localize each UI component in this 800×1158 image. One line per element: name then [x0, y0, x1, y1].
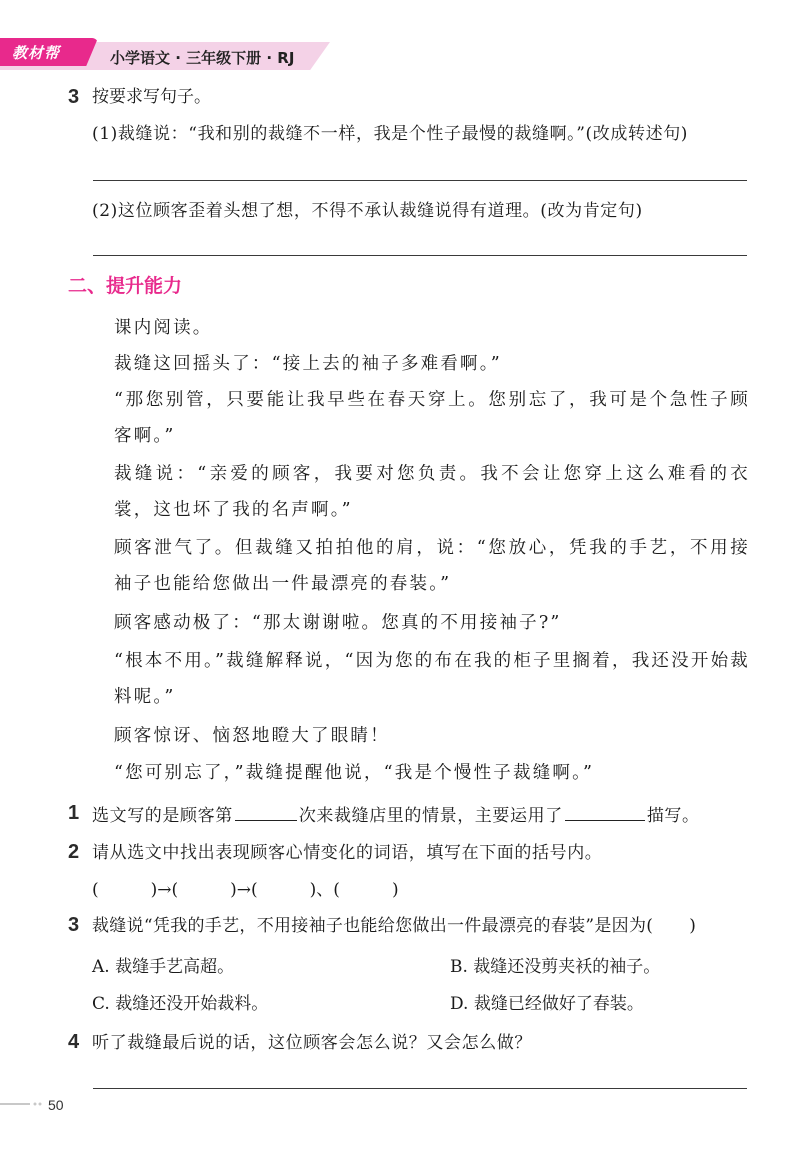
option-a[interactable]: A. 裁缝手艺高超。 [92, 957, 235, 977]
option-d[interactable]: D. 裁缝已经做好了春装。 [450, 994, 644, 1014]
question-number: 1 [68, 802, 80, 824]
section-title: 二、提升能力 [68, 275, 183, 297]
passage-paragraph: 顾客泄气了。但裁缝又拍拍他的肩，说：“您放心，凭我的手艺，不用接袖子也能给您做出一件最漂亮的春装。” [114, 538, 750, 594]
fill-blank[interactable] [565, 806, 645, 821]
option-c[interactable]: C. 裁缝还没开始裁料。 [92, 994, 269, 1014]
question-prompt: 按要求写句子。 [92, 87, 211, 107]
answer-line-3[interactable] [93, 1088, 747, 1089]
passage-paragraph: 顾客感动极了：“那太谢谢啦。您真的不用接袖子?” [114, 613, 562, 633]
reading-intro: 课内阅读。 [114, 318, 213, 338]
answer-line-1[interactable] [93, 180, 747, 181]
question-1: 选文写的是顾客第 次来裁缝店里的情景，主要运用了 描写。 [92, 806, 700, 826]
passage-paragraph: 顾客惊讶、恼怒地瞪大了眼睛！ [114, 726, 390, 746]
passage-paragraph: 裁缝说：“亲爱的顾客，我要对您负责。我不会让您穿上这么难看的衣裳，这也坏了我的名声啊。” [114, 464, 750, 520]
question-number: 3 [68, 914, 80, 936]
fill-blank[interactable] [235, 806, 297, 821]
sub-question-2: (2)这位顾客歪着头想了想，不得不承认裁缝说得有道理。(改为肯定句) [92, 201, 643, 221]
bracket-answers[interactable]: ( )→( )→( )、( ) [92, 880, 399, 900]
passage-paragraph: “根本不用。”裁缝解释说，“因为您的布在我的柜子里搁着，我还没开始裁料呢。” [114, 651, 750, 707]
passage-paragraph: “那您别管，只要能让我早些在春天穿上。您别忘了，我可是个急性子顾客啊。” [114, 390, 750, 446]
option-b[interactable]: B. 裁缝还没剪夹袄的袖子。 [450, 957, 661, 977]
header-badge-label: 教材帮 [12, 44, 61, 62]
question-number: 4 [68, 1031, 80, 1053]
footer-dots-icon [0, 1101, 44, 1107]
passage-paragraph: 裁缝这回摇头了：“接上去的袖子多难看啊。” [114, 354, 502, 374]
sub-question-1: (1)裁缝说：“我和别的裁缝不一样，我是个性子最慢的裁缝啊。”(改成转述句) [92, 124, 689, 144]
book-title: 小学语文 · 三年级下册 · RJ [110, 49, 295, 67]
answer-line-2[interactable] [93, 255, 747, 256]
question-number: 3 [68, 86, 80, 108]
passage-paragraph: “您可别忘了，”裁缝提醒他说，“我是个慢性子裁缝啊。” [114, 763, 595, 783]
question-3: 裁缝说“凭我的手艺，不用接袖子也能给您做出一件最漂亮的春装”是因为( ) [92, 916, 697, 936]
question-number: 2 [68, 841, 80, 863]
page-number: 50 [48, 1097, 64, 1113]
question-4: 听了裁缝最后说的话，这位顾客会怎么说？又会怎么做？ [92, 1033, 532, 1053]
question-2: 请从选文中找出表现顾客心情变化的词语，填写在下面的括号内。 [92, 843, 603, 863]
